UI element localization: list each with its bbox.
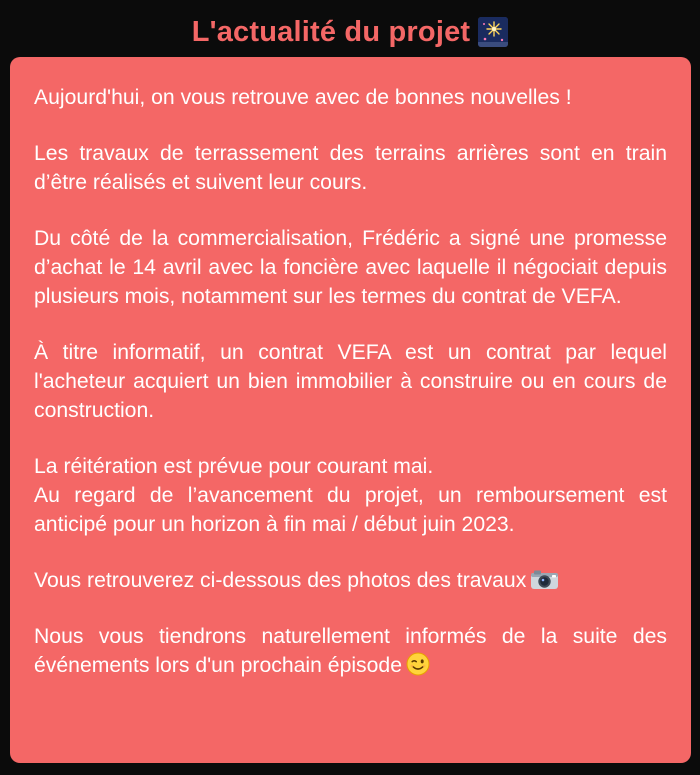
paragraph-photos (34, 566, 667, 595)
paragraph-reiteration (34, 452, 667, 539)
fireworks-icon (478, 17, 508, 47)
photos-text: Vous retrouverez ci-dessous des photos des travaux (34, 569, 527, 592)
paragraph-suite (34, 622, 667, 680)
paragraph-terrassement: Les travaux de terrassement des terrains arrières sont en train d’être réalisés et suivent leur cours. (34, 142, 667, 194)
paragraph-commercialisation: Du côté de la commercialisation, Frédéric a signé une promesse d’achat le 14 avril avec la foncière avec laquelle il négociait depuis plusieurs mois, notamment sur les termes du contrat de VEFA. (34, 227, 667, 308)
paragraph-vefa-definition: À titre informatif, un contrat VEFA est un contrat par lequel l'acheteur acquiert un bien immobilier à construire ou en cours de construction. (34, 341, 667, 422)
page-title: L'actualité du projet (191, 15, 471, 48)
reiteration-line: La réitération est prévue pour courant mai. (34, 455, 434, 478)
header (0, 10, 700, 54)
suite-text: Nous vous tiendrons naturellement informés de la suite des événements lors d'un prochain épisode (34, 625, 667, 677)
paragraph-intro: Aujourd'hui, on vous retrouve avec de bonnes nouvelles ! (34, 86, 572, 109)
winking-face-icon (406, 652, 430, 676)
news-card (10, 57, 691, 763)
remboursement-line: Au regard de l’avancement du projet, un remboursement est anticipé pour un horizon à fin mai / début juin 2023. (34, 484, 667, 536)
camera-icon (530, 569, 559, 590)
